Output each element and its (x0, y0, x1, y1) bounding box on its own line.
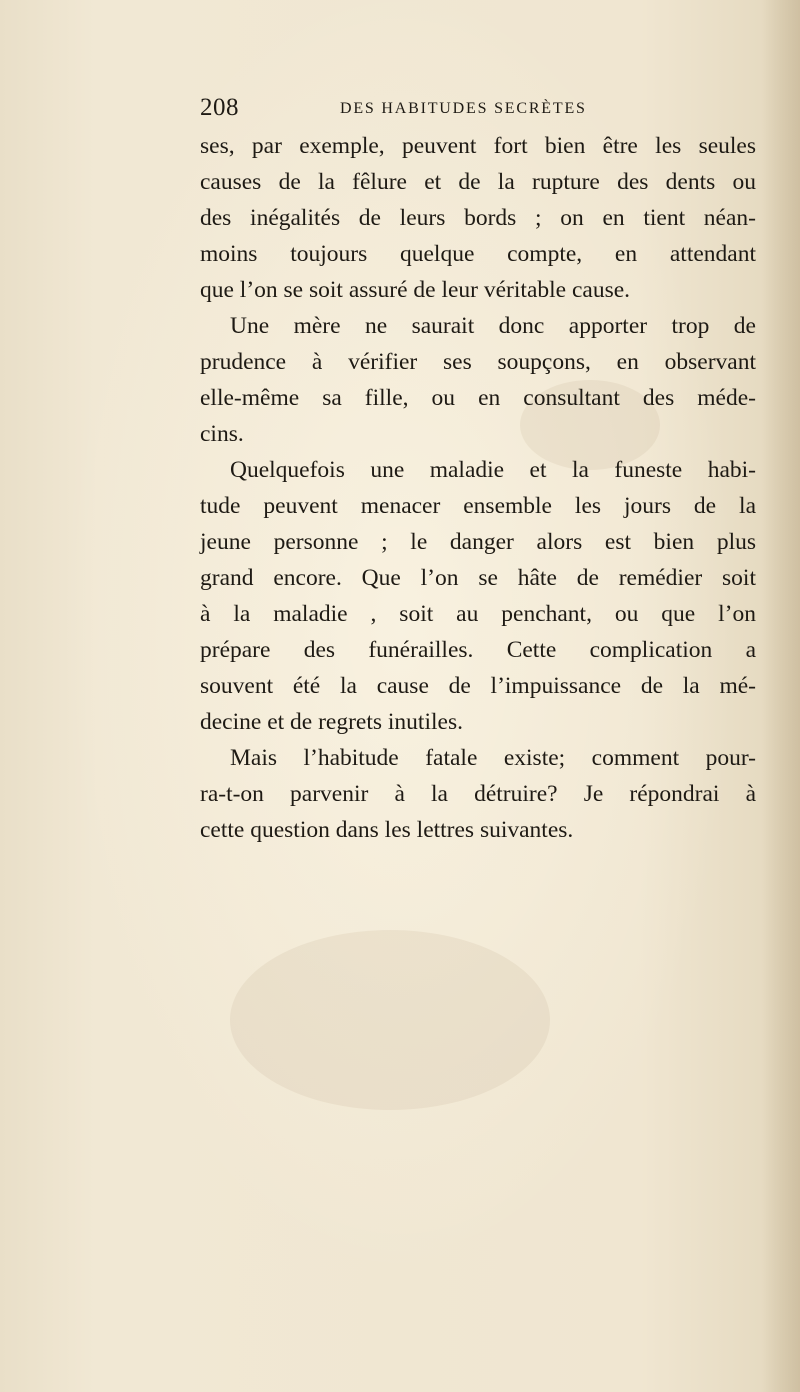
page-header (200, 94, 760, 126)
text-line: cette question dans les lettres suivantes. (200, 817, 574, 843)
text-line: Mais l’habitude fatale existe; comment pour- (230, 745, 756, 771)
text-line: decine et de regrets inutiles. (200, 709, 463, 735)
paper-stain (230, 930, 550, 1110)
text-line: jeune personne ; le danger alors est bien plus (200, 529, 756, 555)
running-head: DES HABITUDES SECRÈTES (340, 100, 587, 117)
text-line: moins toujours quelque compte, en attendant (200, 241, 756, 267)
body-text (200, 128, 756, 848)
text-line: elle-même sa fille, ou en consultant des méde- (200, 385, 756, 411)
text-line: prudence à vérifier ses soupçons, en observant (200, 349, 756, 375)
text-line: Une mère ne saurait donc apporter trop de (230, 313, 756, 339)
text-line: prépare des funérailles. Cette complication a (200, 637, 756, 663)
text-line: que l’on se soit assuré de leur véritable cause. (200, 277, 631, 303)
text-line: ses, par exemple, peuvent fort bien être les seules (200, 133, 756, 159)
text-line: à la maladie , soit au penchant, ou que l’on (200, 601, 756, 627)
text-line: grand encore. Que l’on se hâte de remédier soit (200, 565, 756, 591)
page-edge-shadow (762, 0, 800, 1392)
text-line: souvent été la cause de l’impuissance de la mé- (200, 673, 756, 699)
text-line: tude peuvent menacer ensemble les jours de la (200, 493, 756, 519)
text-line: causes de la fêlure et de la rupture des dents ou (200, 169, 756, 195)
text-line: cins. (200, 421, 244, 447)
page-number: 208 (200, 94, 239, 121)
text-line: ra-t-on parvenir à la détruire? Je répondrai à (200, 781, 756, 807)
text-line: des inégalités de leurs bords ; on en tient néan- (200, 205, 756, 231)
text-line: Quelquefois une maladie et la funeste habi- (230, 457, 756, 483)
